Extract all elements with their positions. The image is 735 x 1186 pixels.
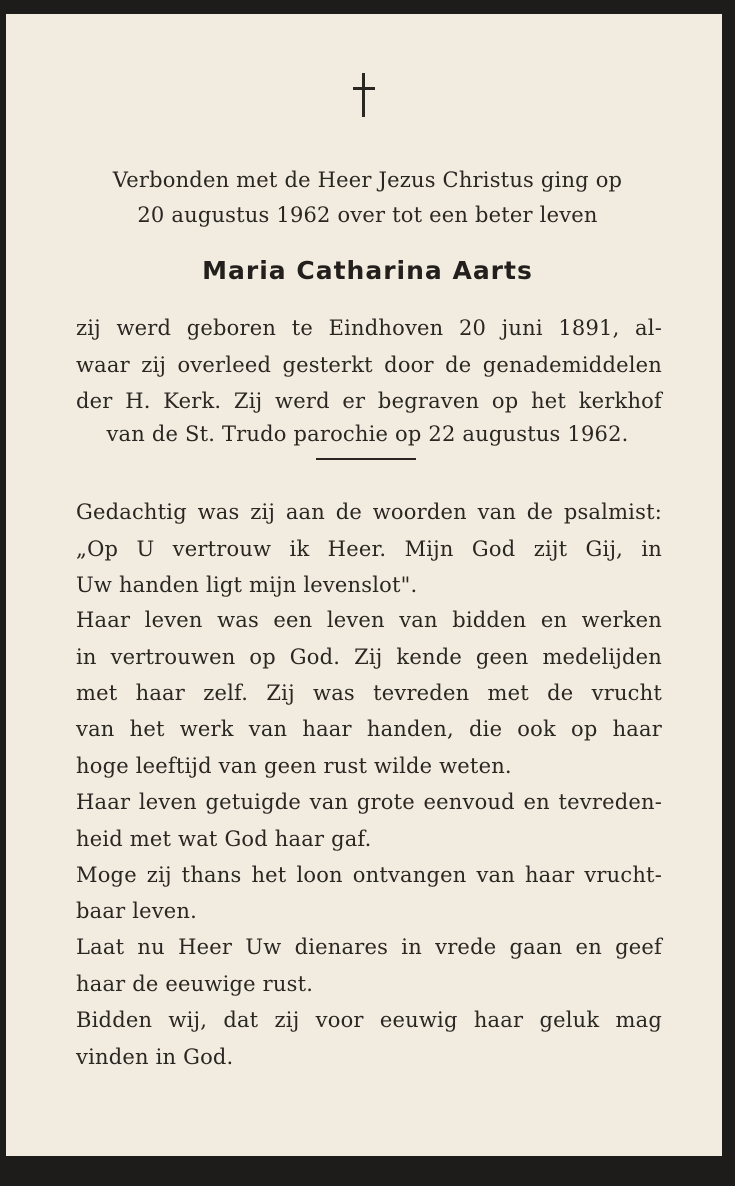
body-line-16: vinden in God. bbox=[76, 1045, 234, 1069]
body-line-8: hoge leeftijd van geen rust wilde weten. bbox=[76, 754, 512, 778]
bio-line-1: zij werd geboren te Eindhoven 20 juni 1891, al- bbox=[76, 316, 662, 340]
cross-icon bbox=[351, 73, 377, 119]
body-line-4: Haar leven was een leven van bidden en werken bbox=[76, 608, 662, 632]
deceased-name: Maria Catharina Aarts bbox=[202, 256, 533, 285]
body-line-12: baar leven. bbox=[76, 899, 198, 923]
body-line-15: Bidden wij, dat zij voor eeuwig haar geluk mag bbox=[76, 1008, 662, 1032]
body-line-3: Uw handen ligt mijn levenslot". bbox=[76, 573, 418, 597]
header-line-2: 20 augustus 1962 over tot een beter leven bbox=[137, 203, 598, 227]
body-line-1: Gedachtig was zij aan de woorden van de psalmist: bbox=[76, 500, 662, 524]
body-line-9: Haar leven getuigde van grote eenvoud en tevreden- bbox=[76, 790, 662, 814]
body-line-14: haar de eeuwige rust. bbox=[76, 972, 314, 996]
cross-horizontal-bar bbox=[353, 87, 375, 90]
body-line-2: „Op U vertrouw ik Heer. Mijn God zijt Gij, in bbox=[76, 537, 662, 561]
body-line-11: Moge zij thans het loon ontvangen van haar vrucht- bbox=[76, 863, 662, 887]
body-line-6: met haar zelf. Zij was tevreden met de vrucht bbox=[76, 681, 662, 705]
body-line-5: in vertrouwen op God. Zij kende geen medelijden bbox=[76, 645, 662, 669]
bio-line-2: waar zij overleed gesterkt door de genademiddelen bbox=[76, 353, 662, 377]
bio-line-3: der H. Kerk. Zij werd er begraven op het kerkhof bbox=[76, 389, 662, 413]
divider bbox=[316, 458, 416, 460]
body-line-10: heid met wat God haar gaf. bbox=[76, 827, 372, 851]
cross-vertical-bar bbox=[362, 73, 365, 117]
bio-line-4: van de St. Trudo parochie op 22 augustus 1962. bbox=[106, 422, 629, 446]
body-line-13: Laat nu Heer Uw dienares in vrede gaan en geef bbox=[76, 935, 662, 959]
body-line-7: van het werk van haar handen, die ook op haar bbox=[76, 717, 662, 741]
header-line-1: Verbonden met de Heer Jezus Christus ging op bbox=[112, 168, 623, 192]
